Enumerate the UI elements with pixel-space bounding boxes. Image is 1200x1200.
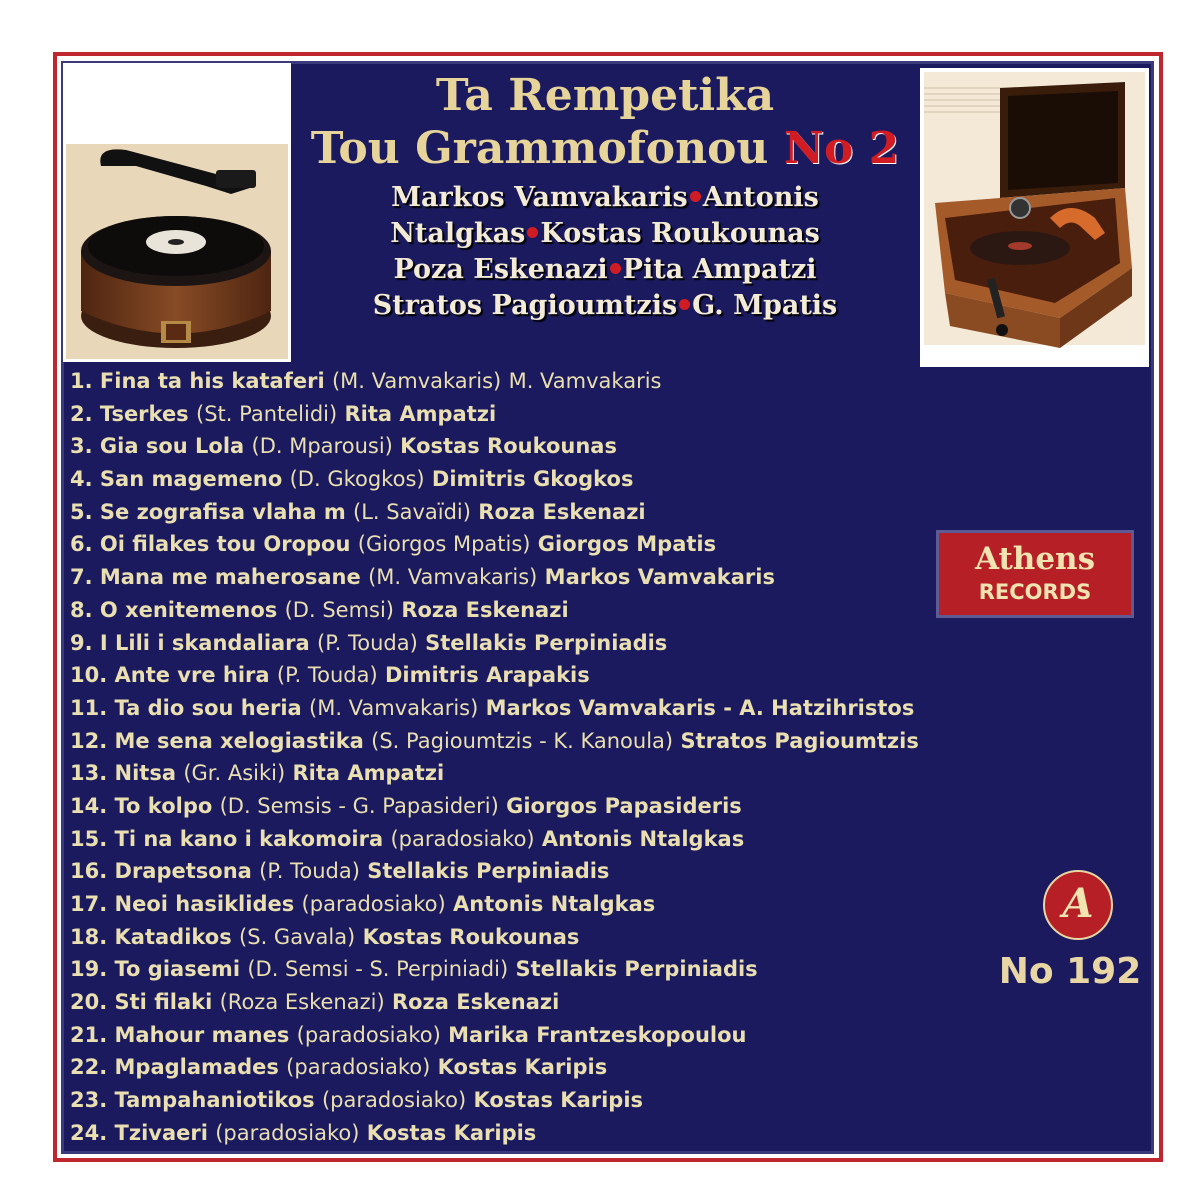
track-row [70,659,940,692]
track-row [70,463,940,496]
track-title: To giasemi [114,957,241,982]
track-number: 7. [70,565,93,590]
track-row [70,823,940,856]
track-row [70,1019,940,1052]
track-number: 18. [70,924,108,949]
track-title: Tzivaeri [114,1120,208,1145]
track-row [70,986,940,1019]
track-row [70,496,940,529]
track-performer: Kostas Roukounas [400,434,617,459]
bullet-dot-icon [610,263,621,274]
track-title: Drapetsona [114,859,252,884]
track-number: 20. [70,990,108,1015]
track-title: Mahour manes [114,1022,290,1047]
track-row [70,398,940,431]
gramophone-image-left [66,66,288,359]
track-row [70,725,940,758]
track-performer: Roza Eskenazi [401,597,569,622]
album-title-main: Tou Grammofonou [310,123,769,174]
artist-line [300,216,910,252]
artist-name: Kostas Roukounas [540,218,820,249]
track-row [70,430,940,463]
bullet-dot-icon [527,227,538,238]
artist-name: G. Mpatis [692,290,838,321]
track-title: Nitsa [114,761,176,786]
track-number: 23. [70,1088,108,1113]
gramophone-photo-right [920,68,1149,367]
track-title: Ti na kano i kakomoira [114,826,384,851]
album-title-line2 [300,122,910,176]
album-volume-number: No 2 [783,123,900,174]
track-composer: (P. Touda) [317,630,418,655]
track-title: Tserkes [99,401,189,426]
track-list [70,365,940,1150]
track-composer: (D. Semsi - S. Perpiniadi) [247,957,509,982]
artist-name: Markos Vamvakaris [391,182,688,213]
track-number: 16. [70,859,108,884]
track-performer: Kostas Karipis [437,1055,608,1080]
artist-line [300,288,910,324]
artist-name: Ntalgkas [390,218,526,249]
track-title: Katadikos [114,924,232,949]
track-number: 17. [70,892,108,916]
track-performer: Roza Eskenazi [391,990,560,1015]
track-number: 8. [70,597,93,622]
title-block [300,70,910,324]
track-row [70,953,940,986]
track-title: Oi filakes tou Oropou [99,532,351,557]
track-performer: Roza Eskenazi [478,499,646,524]
track-composer: (Gr. Asiki) [183,761,286,786]
track-number: 1. [70,369,93,393]
track-composer: (paradosiako) [321,1088,467,1113]
album-title-line1: Ta Rempetika [435,70,775,121]
track-composer: (L. Savaïdi) [353,499,471,524]
track-performer: Rita Ampatzi [344,401,497,426]
track-row [70,1051,940,1084]
label-subtitle: RECORDS [978,580,1092,604]
track-title: Me sena xelogiastika [114,728,364,753]
track-performer: Stellakis Perpiniadis [425,630,668,655]
track-composer: (S. Pagioumtzis - K. Kanoula) [371,728,674,753]
artist-line [300,252,910,288]
track-composer: (paradosiako) [286,1055,431,1080]
label-name: Athens [974,541,1096,577]
track-performer: Giorgos Papasideris [506,793,742,818]
track-composer: (P. Touda) [276,663,378,688]
artist-name: Antonis [702,182,819,213]
track-performer: M. Vamvakaris [508,369,662,393]
track-performer: Kostas Karipis [473,1088,644,1113]
track-number: 11. [70,695,108,720]
athens-logo-icon [1043,870,1113,940]
track-performer: Stellakis Perpiniadis [515,957,758,982]
track-number: 13. [70,761,108,786]
track-number: 12. [70,728,108,753]
track-row [70,692,940,725]
track-row [70,365,940,398]
track-performer: Dimitris Gkogkos [431,467,634,492]
track-title: Ta dio sou heria [114,695,302,720]
artist-name: Stratos Pagioumtzis [372,290,678,321]
track-composer: (P. Touda) [259,859,360,884]
track-composer: (paradosiako) [215,1120,360,1145]
bullet-dot-icon [690,191,701,202]
track-number: 24. [70,1120,108,1145]
track-number: 22. [70,1055,108,1080]
track-performer: Markos Vamvakaris - A. Hatzihristos [485,695,915,720]
track-row [70,528,940,561]
track-composer: (M. Vamvakaris) [368,565,538,590]
track-row [70,1084,940,1117]
track-row [70,757,940,790]
track-title: Mana me maherosane [99,565,361,590]
track-title: Tampahaniotikos [114,1088,315,1113]
track-row [70,888,940,921]
track-row [70,1117,940,1150]
catalog-number: No 192 [998,951,1142,992]
track-performer: Markos Vamvakaris [544,565,775,590]
track-composer: (paradosiako) [390,826,535,851]
track-number: 21. [70,1022,108,1047]
gramophone-photo-left [63,63,291,362]
artist-name: Poza Eskenazi [393,254,608,285]
track-performer: Stellakis Perpiniadis [367,859,610,884]
track-performer: Rita Ampatzi [292,761,445,786]
track-composer: (paradosiako) [296,1022,441,1047]
artist-line [300,180,910,216]
track-performer: Kostas Karipis [366,1120,537,1145]
track-title: San magemeno [99,467,283,492]
track-composer: (D. Mparousi) [251,434,393,459]
track-row [70,921,940,954]
track-title: Gia sou Lola [99,434,245,459]
track-number: 3. [70,434,93,459]
track-title: O xenitemenos [99,597,278,622]
track-title: To kolpo [114,793,213,818]
track-title: Ante vre hira [114,663,270,688]
track-performer: Antonis Ntalgkas [453,892,656,916]
track-number: 19. [70,957,108,982]
track-number: 14. [70,793,108,818]
track-performer: Kostas Roukounas [362,924,580,949]
track-title: I Lili i skandaliara [99,630,310,655]
track-performer: Marika Frantzeskopoulou [448,1022,747,1047]
track-performer: Dimitris Arapakis [384,663,590,688]
track-row [70,594,940,627]
track-composer: (M. Vamvakaris) [331,369,502,393]
track-number: 9. [70,630,93,655]
track-composer: (Giorgos Mpatis) [357,532,531,557]
track-title: Se zografisa vlaha m [99,499,346,524]
track-composer: (D. Gkogkos) [289,467,425,492]
track-title: Fina ta his kataferi [99,369,325,393]
track-composer: (M. Vamvakaris) [309,695,479,720]
track-row [70,561,940,594]
track-composer: (Roza Eskenazi) [219,990,385,1015]
bullet-dot-icon [679,299,690,310]
track-composer: (St. Pantelidi) [196,401,338,426]
track-number: 4. [70,467,93,492]
track-performer: Antonis Ntalgkas [541,826,745,851]
track-number: 10. [70,663,108,688]
track-title: Sti filaki [114,990,213,1015]
artist-list [300,180,910,324]
track-number: 15. [70,826,108,851]
artist-name: Pita Ampatzi [622,254,817,285]
track-composer: (S. Gavala) [239,924,356,949]
logo-letter: A [1062,880,1094,927]
track-row [70,855,940,888]
track-title: Mpaglamades [114,1055,279,1080]
track-composer: (D. Semsis - G. Papasideri) [219,793,499,818]
track-title: Neoi hasiklides [114,892,295,916]
track-row [70,790,940,823]
track-composer: (paradosiako) [301,892,446,916]
track-number: 6. [70,532,93,557]
track-number: 5. [70,499,93,524]
track-performer: Stratos Pagioumtzis [680,728,919,753]
track-composer: (D. Semsi) [284,597,394,622]
track-number: 2. [70,401,93,426]
track-row [70,627,940,660]
portable-gramophone-image [920,68,1149,367]
track-performer: Giorgos Mpatis [537,532,717,557]
label-box [936,530,1134,618]
